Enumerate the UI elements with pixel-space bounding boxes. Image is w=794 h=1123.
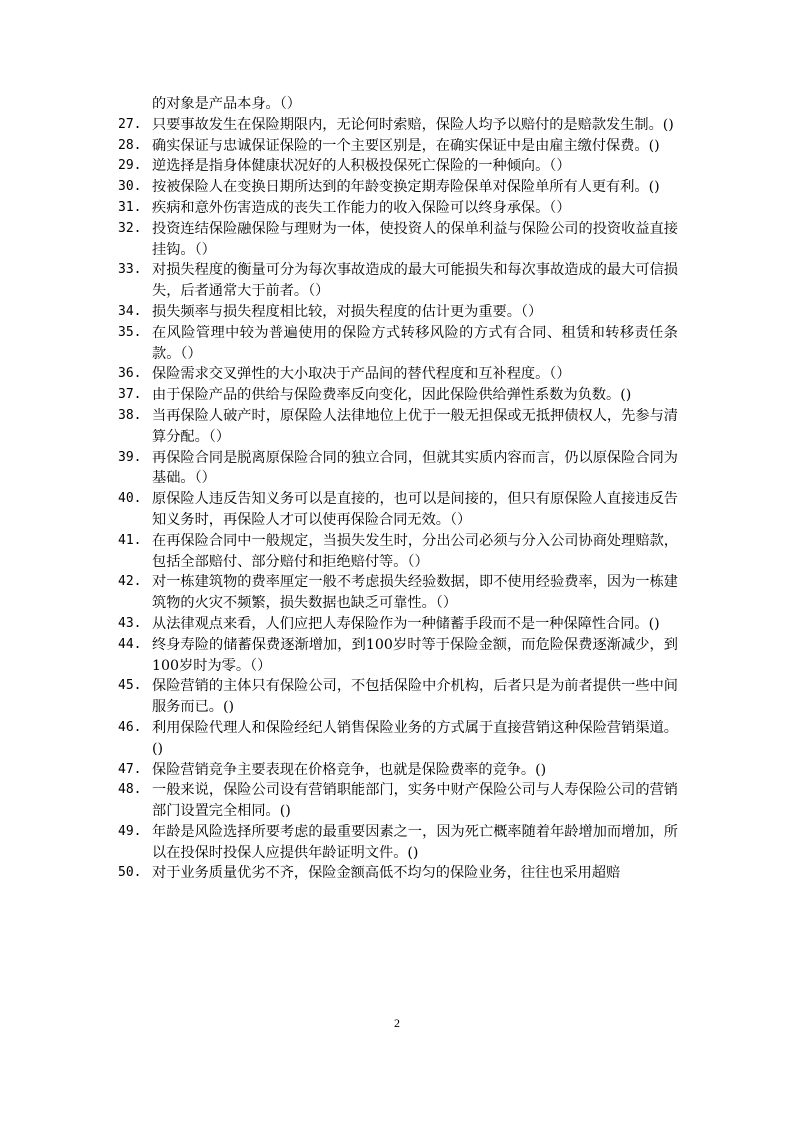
question-number: 30.	[118, 179, 142, 195]
question-item	[118, 302, 678, 323]
question-item	[118, 115, 678, 136]
question-number: 27.	[118, 116, 142, 132]
question-text: 从法律观点来看，人们应把人寿保险作为一种储蓄手段而不是一种保障性合同。()	[152, 615, 660, 632]
question-number: 42.	[118, 574, 142, 590]
question-text: 对损失程度的衡量可分为每次事故造成的最大可能损失和每次事故造成的最大可信损失，后者通常大于前者。（）	[152, 262, 678, 300]
question-item	[118, 718, 678, 760]
question-number: 28.	[118, 137, 142, 153]
page-number: 2	[394, 1016, 400, 1030]
question-text: 年龄是风险选择所要考虑的最重要因素之一，因为死亡概率随着年龄增加而增加，所以在投保时投保人应提供年龄证明文件。()	[152, 823, 678, 861]
question-text: 终身寿险的储蓄保费逐渐增加，到100岁时等于保险金额，而危险保费逐渐减少，到100岁时为零。（）	[152, 636, 678, 674]
question-text: 由于保险产品的供给与保险费率反向变化，因此保险供给弹性系数为负数。()	[152, 387, 632, 404]
question-item	[118, 364, 678, 385]
question-text: 一般来说，保险公司设有营销职能部门，实务中财产保险公司与人寿保险公司的营销部门设置完全相同。()	[152, 782, 678, 820]
question-text: 保险营销的主体只有保险公司，不包括保险中介机构，后者只是为前者提供一些中间服务而已。()	[152, 678, 678, 716]
question-text: 利用保险代理人和保险经纪人销售保险业务的方式属于直接营销这种保险营销渠道。()	[152, 719, 678, 757]
question-text: 对一栋建筑物的费率厘定一般不考虑损失经验数据，即不使用经验费率，因为一栋建筑物的火灾不频繁，损失数据也缺乏可靠性。（）	[152, 574, 678, 612]
question-item	[118, 614, 678, 635]
question-number: 39.	[118, 449, 142, 465]
question-item	[118, 635, 678, 677]
question-number	[118, 94, 152, 115]
question-text: 损失频率与损失程度相比较，对损失程度的估计更为重要。（）	[152, 303, 543, 320]
question-item	[118, 385, 678, 406]
question-number: 50.	[118, 865, 142, 881]
question-text: 在再保险合同中一般规定，当损失发生时，分出公司必须与分入公司协商处理赔款，包括全部赔付、部分赔付和拒绝赔付等。（）	[152, 532, 678, 570]
question-item	[118, 489, 678, 531]
question-item	[118, 177, 678, 198]
question-text: 确实保证与忠诚保证保险的一个主要区别是，在确实保证中是由雇主缴付保费。()	[152, 137, 660, 154]
question-item	[118, 448, 678, 490]
question-text: 只要事故发生在保险期限内，无论何时索赔，保险人均予以赔付的是赔款发生制。()	[152, 116, 674, 133]
question-item	[118, 94, 678, 115]
question-item	[118, 780, 678, 822]
question-text: 保险营销竞争主要表现在价格竞争，也就是保险费率的竞争。()	[152, 761, 547, 778]
question-item	[118, 156, 678, 177]
question-item	[118, 260, 678, 302]
question-number: 48.	[118, 782, 142, 798]
question-item	[118, 863, 678, 884]
question-number: 35.	[118, 324, 142, 340]
question-text: 疾病和意外伤害造成的丧失工作能力的收入保险可以终身承保。（）	[152, 199, 571, 216]
question-text: 再保险合同是脱离原保险合同的独立合同，但就其实质内容而言，仍以原保险合同为基础。（）	[152, 449, 678, 487]
question-number: 33.	[118, 262, 142, 278]
question-number: 31.	[118, 199, 142, 215]
question-item	[118, 198, 678, 219]
question-text: 当再保险人破产时，原保险人法律地位上优于一般无担保或无抵押债权人，先参与清算分配。（）	[152, 407, 678, 445]
question-number: 44.	[118, 636, 142, 652]
question-text: 在风险管理中较为普遍使用的保险方式转移风险的方式有合同、租赁和转移责任条款。（）	[152, 324, 678, 362]
question-text: 的对象是产品本身。（）	[152, 96, 301, 112]
question-number: 29.	[118, 158, 142, 174]
question-item	[118, 323, 678, 365]
question-number: 47.	[118, 761, 142, 777]
question-number: 45.	[118, 678, 142, 694]
question-text: 按被保险人在变换日期所达到的年龄变换定期寿险保单对保险单所有人更有利。()	[152, 179, 660, 196]
question-item	[118, 406, 678, 448]
question-number: 34.	[118, 303, 142, 319]
question-number: 36.	[118, 366, 142, 382]
question-number: 38.	[118, 407, 142, 423]
question-item	[118, 531, 678, 573]
question-number: 37.	[118, 387, 142, 403]
question-list	[118, 94, 678, 884]
question-item	[118, 822, 678, 864]
question-number: 49.	[118, 823, 142, 839]
question-text: 逆选择是指身体健康状况好的人积极投保死亡保险的一种倾向。（）	[152, 158, 571, 175]
question-item	[118, 136, 678, 157]
question-number: 43.	[118, 615, 142, 631]
question-text: 投资连结保险融保险与理财为一体，使投资人的保单利益与保险公司的投资收益直接挂钩。（）	[152, 220, 678, 258]
question-number: 32.	[118, 220, 142, 236]
question-number: 46.	[118, 719, 142, 735]
question-number: 41.	[118, 532, 142, 548]
question-text: 对于业务质量优劣不齐，保险金额高低不均匀的保险业务，往往也采用超赔	[152, 865, 621, 882]
question-number: 40.	[118, 491, 142, 507]
question-text: 原保险人违反告知义务可以是直接的，也可以是间接的，但只有原保险人直接违反告知义务时，再保险人才可以使再保险合同无效。（）	[152, 491, 678, 528]
question-text: 保险需求交叉弹性的大小取决于产品间的替代程度和互补程度。（）	[152, 366, 571, 383]
question-item	[118, 760, 678, 781]
question-item	[118, 572, 678, 614]
question-item	[118, 219, 678, 261]
question-item	[118, 676, 678, 718]
